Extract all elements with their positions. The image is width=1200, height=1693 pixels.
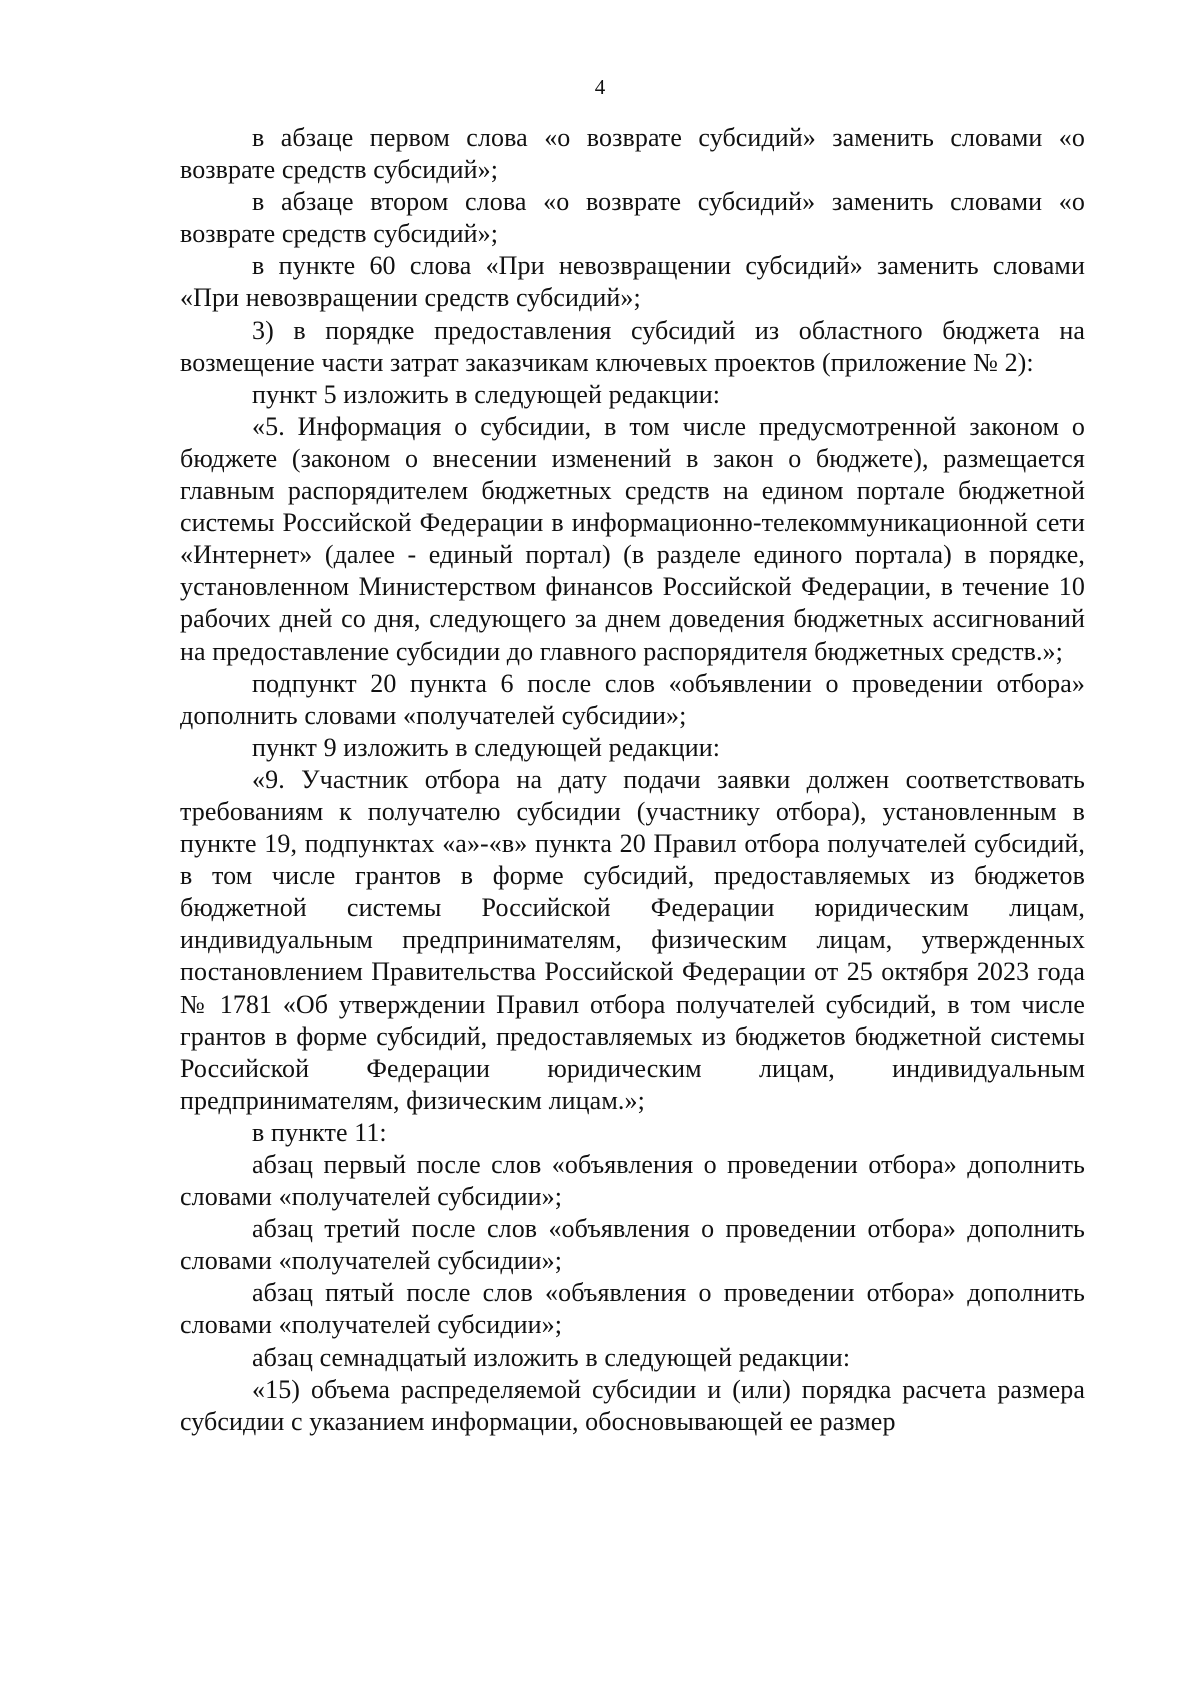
paragraph-14: абзац семнадцатый изложить в следующей редакции: <box>252 1342 851 1372</box>
paragraph-12: абзац третий после слов «объявления о проведении отбора» дополнить словами «получателей субсидии»; <box>180 1214 1085 1276</box>
paragraph-6: «5. Информация о субсидии, в том числе предусмотренной законом о бюджете (законом о внесении изменений в закон о бюджете), размещается главным распорядителем бюджетных средств на едином портале бюджетной системы Российской Федерации в информационно-телекоммуникационной сети «Интернет» (далее - единый портал) (в разделе единого портала) в порядке, установленном Министерством финансов Российской Федерации, в течение 10 рабочих дней со дня, следующего за днем доведения бюджетных ассигнований на предоставление субсидии до главного распорядителя бюджетных средств.»; <box>180 411 1085 666</box>
paragraph-15: «15) объема распределяемой субсидии и (или) порядка расчета размера субсидии с указанием информации, обосновывающей ее размер <box>180 1374 1085 1436</box>
document-body <box>180 122 1085 1438</box>
paragraph-11: абзац первый после слов «объявления о проведении отбора» дополнить словами «получателей субсидии»; <box>180 1150 1085 1212</box>
paragraph-3: в пункте 60 слова «При невозвращении субсидий» заменить словами «При невозвращении средств субсидий»; <box>180 251 1085 313</box>
paragraph-2: в абзаце втором слова «о возврате субсидий» заменить словами «о возврате средств субсидий»; <box>180 187 1085 249</box>
paragraph-7: подпункт 20 пункта 6 после слов «объявлении о проведении отбора» дополнить словами «получателей субсидии»; <box>180 668 1085 730</box>
paragraph-4: 3) в порядке предоставления субсидий из областного бюджета на возмещение части затрат заказчикам ключевых проектов (приложение № 2): <box>180 315 1085 377</box>
paragraph-5: пункт 5 изложить в следующей редакции: <box>252 379 721 409</box>
paragraph-13: абзац пятый после слов «объявления о проведении отбора» дополнить словами «получателей субсидии»; <box>180 1278 1085 1340</box>
paragraph-1: в абзаце первом слова «о возврате субсидий» заменить словами «о возврате средств субсидий»; <box>180 123 1085 185</box>
paragraph-9: «9. Участник отбора на дату подачи заявки должен соответствовать требованиям к получателю субсидии (участнику отбора), установленным в пункте 19, подпунктах «а»-«в» пункта 20 Правил отбора получателей субсидий, в том числе грантов в форме субсидий, предоставляемых из бюджетов бюджетной системы Российской Федерации юридическим лицам, индивидуальным предпринимателям, физическим лицам, утвержденных постановлением Правительства Российской Федерации от 25 октября 2023 года № 1781 «Об утверждении Правил отбора получателей субсидий, в том числе грантов в форме субсидий, предоставляемых из бюджетов бюджетной системы Российской Федерации юридическим лицам, индивидуальным предпринимателям, физическим лицам.»; <box>180 764 1085 1115</box>
page-number: 4 <box>594 75 606 99</box>
paragraph-10: в пункте 11: <box>252 1117 387 1147</box>
paragraph-8: пункт 9 изложить в следующей редакции: <box>252 732 721 762</box>
